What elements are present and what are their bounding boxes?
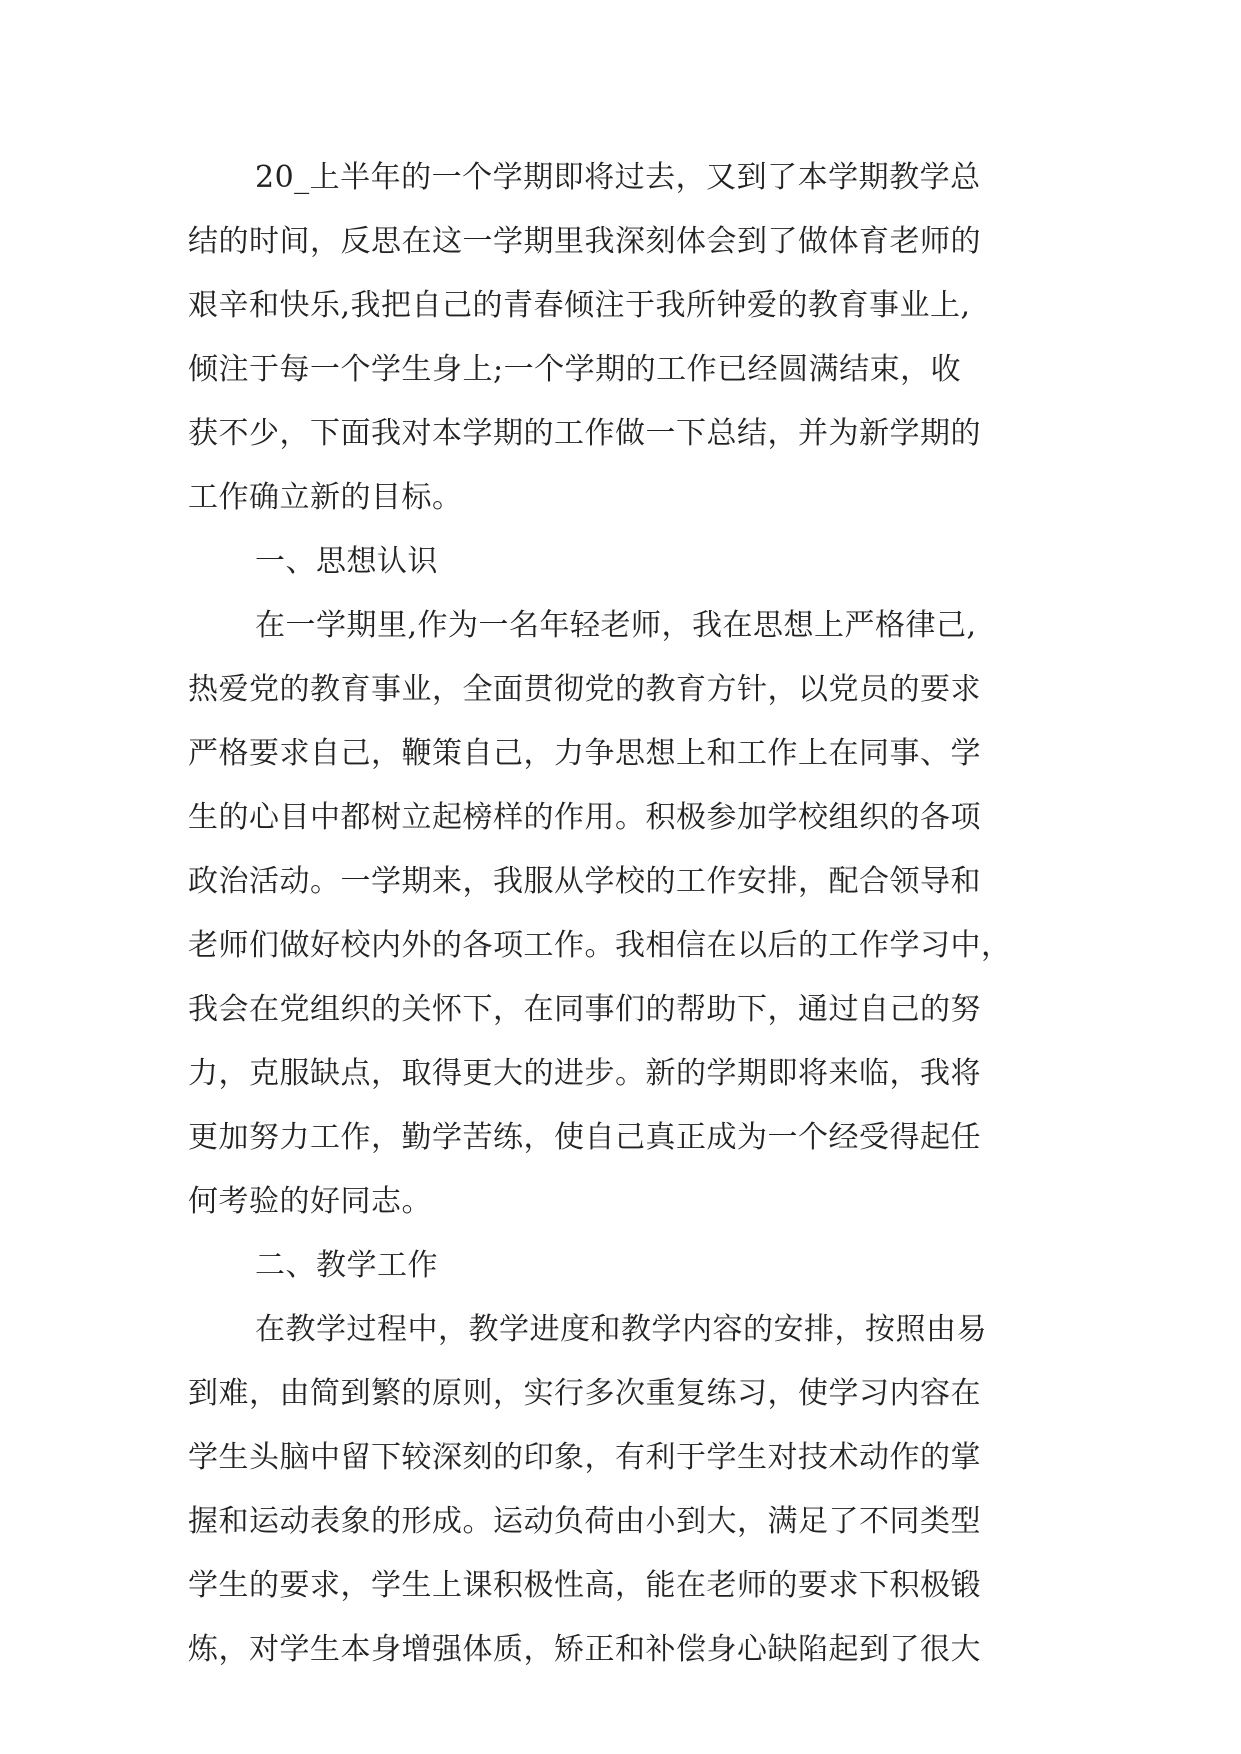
body-line: 握和运动表象的形成。运动负荷由小到大，满足了不同类型 bbox=[188, 1504, 981, 1539]
body-line: 力，克服缺点，取得更大的进步。新的学期即将来临，我将 bbox=[188, 1056, 981, 1091]
body-line: 严格要求自己，鞭策自己，力争思想上和工作上在同事、学 bbox=[188, 736, 981, 771]
intro-line: 倾注于每一个学生身上;一个学期的工作已经圆满结束，收 bbox=[188, 352, 962, 387]
body-line: 炼，对学生本身增强体质，矫正和补偿身心缺陷起到了很大 bbox=[188, 1632, 981, 1667]
body-line: 学生头脑中留下较深刻的印象，有利于学生对技术动作的掌 bbox=[188, 1440, 981, 1475]
body-line: 在教学过程中，教学进度和教学内容的安排，按照由易 bbox=[255, 1312, 987, 1347]
intro-line: 艰辛和快乐,我把自己的青春倾注于我所钟爱的教育事业上, bbox=[188, 288, 971, 323]
body-line: 老师们做好校内外的各项工作。我相信在以后的工作学习中， bbox=[188, 928, 1012, 963]
body-line: 热爱党的教育事业，全面贯彻党的教育方针，以党员的要求 bbox=[188, 672, 981, 707]
body-line: 在一学期里,作为一名年轻老师，我在思想上严格律己, bbox=[255, 608, 977, 643]
intro-line: 结的时间，反思在这一学期里我深刻体会到了做体育老师的 bbox=[188, 224, 981, 259]
intro-line: 获不少，下面我对本学期的工作做一下总结，并为新学期的 bbox=[188, 416, 981, 451]
section-heading: 二、教学工作 bbox=[255, 1248, 438, 1283]
body-line: 生的心目中都树立起榜样的作用。积极参加学校组织的各项 bbox=[188, 800, 981, 835]
intro-line: 工作确立新的目标。 bbox=[188, 480, 463, 515]
body-line: 政治活动。一学期来，我服从学校的工作安排，配合领导和 bbox=[188, 864, 981, 899]
body-line: 学生的要求，学生上课积极性高，能在老师的要求下积极锻 bbox=[188, 1568, 981, 1603]
body-line: 到难，由简到繁的原则，实行多次重复练习，使学习内容在 bbox=[188, 1376, 981, 1411]
section-heading: 一、思想认识 bbox=[255, 544, 438, 579]
intro-line: 20_上半年的一个学期即将过去，又到了本学期教学总 bbox=[255, 160, 981, 195]
body-line: 更加努力工作，勤学苦练，使自己真正成为一个经受得起任 bbox=[188, 1120, 981, 1155]
body-line: 何考验的好同志。 bbox=[188, 1184, 432, 1219]
body-line: 我会在党组织的关怀下，在同事们的帮助下，通过自己的努 bbox=[188, 992, 981, 1027]
